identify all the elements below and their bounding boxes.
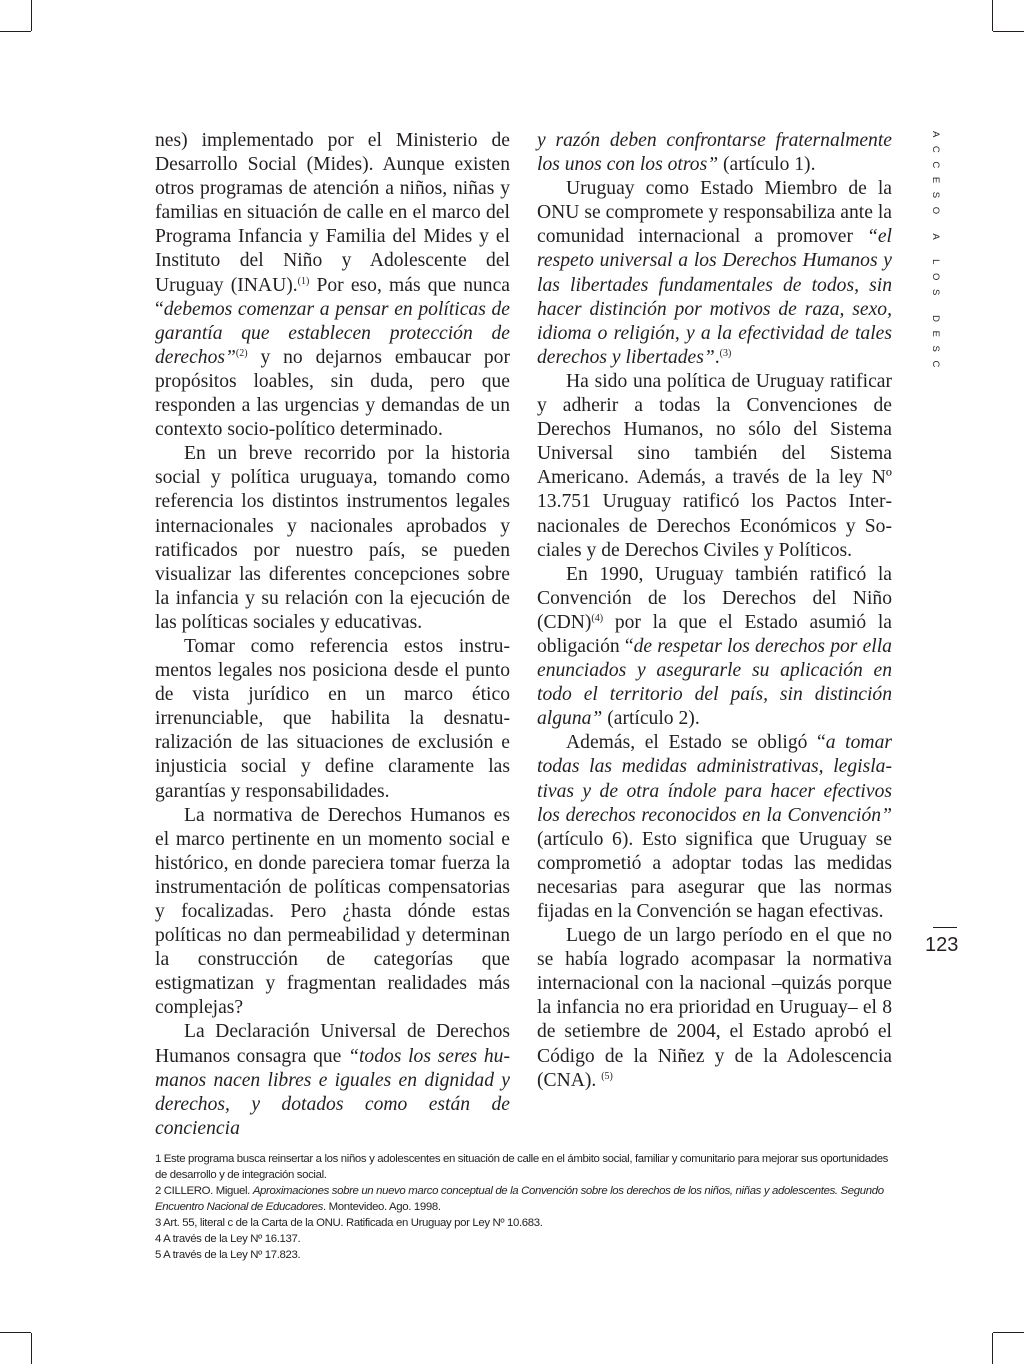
crop-mark-top-left-h (0, 31, 31, 32)
quote: y razón deben confrontarse fraternalmente los unos con los otros” (537, 130, 892, 176)
right-paragraph-4 (537, 563, 892, 732)
footnote-4: 4 A través de la Ley Nº 16.137. (155, 1233, 301, 1245)
running-head: ACCESO A LOS DESC (930, 131, 941, 376)
text: Por eso, más que nunca “ (155, 274, 510, 320)
crop-mark-bottom-right-h (993, 1332, 1024, 1333)
footnote-2 (155, 1183, 895, 1215)
quote: de respetar los derechos por ella enunciados y asegurarle su aplicación en todo el territorio del país, sin distinción alguna” (537, 635, 892, 730)
text: . (714, 346, 720, 368)
text: (artículo 6). Esto significa que Uruguay se comprometió a adoptar todas las medidas necesarias para asegurar que las normas fijadas en la Convención se hagan efectivas. (537, 828, 892, 922)
left-paragraph-5 (155, 1020, 510, 1140)
footnote-ref-5: (5) (601, 1070, 613, 1082)
footnote-3: 3 Art. 55, literal c de la Carta de la ONU. Ratificada en Uruguay por Ley Nº 10.683. (155, 1217, 543, 1229)
footnote-ref-4: (4) (591, 612, 604, 624)
right-paragraph-5 (537, 731, 892, 924)
text: . Montevideo. Ago. 1998. (323, 1201, 441, 1213)
left-column (155, 129, 510, 1141)
crop-mark-bottom-right-v (992, 1333, 993, 1364)
footnote-ref-1: (1) (297, 275, 310, 287)
quote: a tomar todas las medidas administrativas, legislativas y de otra índole para hacer efectivos los derechos reconocidos en la Convención” (537, 732, 892, 826)
left-paragraph-3: Tomar como referencia estos instrumentos legales nos posiciona desde el punto de vista jurídico en un marco ético irrenunciable, que habilita la desnaturalización de las situaciones de exclusión e injusticia social y define claramente las garantías y responsabilidades. (155, 635, 510, 802)
footnotes (155, 1151, 895, 1263)
footnote-ref-3: (3) (719, 347, 732, 359)
text: 2 CILLERO. Miguel. (155, 1185, 253, 1197)
text: (artículo 1). (718, 154, 816, 176)
text: nes) implementado por el Ministerio de Desarrollo Social (Mides). Aunque existen otros programas de atención a niños, niñas y familias en situación de calle en el marco del Programa Infancia y Familia del Mides y el Instituto del Niño y Adolescente del Uruguay (INAU). (155, 130, 510, 296)
left-paragraph-2: En un breve recorrido por la historia social y política uruguaya, tomando como referencia los distintos instrumentos legales internacionales y nacionales aprobados y ratificados por nuestro país, se pueden visualizar las diferentes concepciones sobre la infancia y su relación con la ejecución de las políticas sociales y educativas. (155, 443, 510, 633)
citation-title: Aproximaciones sobre un nuevo marco conceptual de la Convención sobre los derechos de los niños, niñas y adolescentes. Segundo Encuentro Nacional de Educadores (155, 1185, 884, 1213)
footnote-ref-2: (2) (235, 347, 248, 359)
crop-mark-bottom-left-v (31, 1333, 32, 1364)
right-paragraph-1 (537, 129, 892, 177)
crop-mark-top-right-h (993, 31, 1024, 32)
text: La Declaración Universal de Derechos Humanos consagra que (155, 1021, 510, 1067)
quote: “todos los seres humanos nacen libres e iguales en dignidad y derechos, y dotados como están de conciencia (155, 1045, 510, 1139)
left-paragraph-1 (155, 129, 510, 442)
crop-mark-top-left-v (31, 0, 32, 31)
text: En 1990, Uruguay también ratificó la Convención de los Derechos del Niño (CDN) (537, 563, 892, 633)
page-number: 123 (925, 934, 959, 956)
text: Además, el Estado se obligó “ (566, 732, 826, 754)
quote: “el respeto universal a los Derechos Humanos y las libertades fundamentales de todos, sin hacer distinción por motivos de raza, sexo, idioma o religión, y a la efectividad de tales derechos y libertades” (537, 226, 892, 368)
page-number-rule (933, 927, 957, 928)
text: (artículo 2). (602, 708, 700, 730)
text: y no dejarnos embaucar por propósitos loables, sin duda, pero que responden a las urgencias y demandas de un contexto socio-político determinado. (155, 346, 510, 441)
text: por la que el Estado asumió la obligación “ (537, 611, 892, 657)
crop-mark-top-right-v (992, 0, 993, 31)
crop-mark-bottom-left-h (0, 1332, 31, 1333)
right-paragraph-6 (537, 924, 892, 1093)
right-column (537, 129, 892, 1093)
footnote-5: 5 A través de la Ley Nº 17.823. (155, 1249, 301, 1261)
right-paragraph-3: Ha sido una política de Uruguay ratificar y adherir a todas la Convenciones de Derechos Humanos, no sólo del Sistema Universal sino también del Sistema Americano. Además, a través de la ley Nº 13.751 Uruguay ratificó los Pactos Internacionales de Derechos Económicos y Sociales y de Derechos Civiles y Políticos. (537, 370, 892, 561)
footnote-1: 1 Este programa busca reinsertar a los niños y adolescentes en situación de calle en el ámbito social, familiar y comunitario para mejorar sus oportunidades de desarrollo y de integración social. (155, 1153, 889, 1181)
text: Uruguay como Estado Miembro de la ONU se compromete y responsabiliza ante la comunidad internacional a promover (537, 178, 892, 248)
quote: debemos comenzar a pensar en políticas de garantía que establecen protección de derechos” (155, 298, 510, 368)
right-paragraph-2 (537, 177, 892, 370)
text: Luego de un largo período en el que no se había logrado acompasar la normativa internacional con la nacional –quizás porque la infancia no era prioridad en Uruguay– el 8 de setiembre de 2004, el Estado aprobó el Código de la Niñez y de la Adolescencia (CNA). (537, 925, 892, 1091)
left-paragraph-4: La normativa de Derechos Humanos es el marco pertinente en un momento social e histórico, en donde pareciera tomar fuerza la instrumentación de políticas compensatorias y focalizadas. Pero ¿hasta dónde estas políticas no dan permeabilidad y determinan la construcción de categorías que estigmatizan y fragmentan realidades más complejas? (155, 804, 510, 1019)
